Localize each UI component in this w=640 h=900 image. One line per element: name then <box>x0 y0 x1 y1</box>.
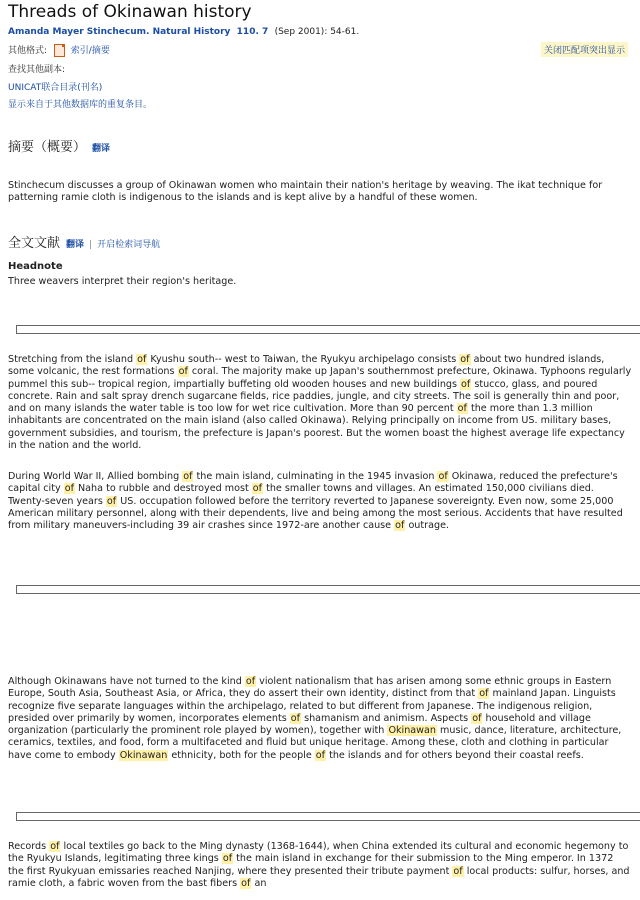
document-icon <box>54 44 65 57</box>
highlighted-term: of <box>438 471 448 482</box>
article-title: Threads of Okinawan history <box>8 2 252 22</box>
highlighted-term: Okinawan <box>388 725 436 737</box>
highlighted-term: of <box>453 865 463 877</box>
headnote-text: Three weavers interpret their region's heritage. <box>8 276 237 287</box>
volume-link[interactable]: 110. 7 <box>236 27 269 37</box>
abstract-index-link[interactable]: 索引/摘要 <box>70 46 110 56</box>
highlight-toggle-link[interactable]: 关闭匹配项突出显示 <box>541 42 628 57</box>
highlighted-term: of <box>461 378 471 390</box>
body-paragraph: Records of local textiles go back to the Ming dynasty (1368-1644), when China extended its cultural and economic hegemony to the Ryukyu Islands, legitimating three kings of the main island in exchange for their submission to the Ming emperor. In 1372 the first Ryukyuan emissaries reached Nanjing, where they presented their tribute payment of local products: sulfur, horses, and ramie cloth, a fabric woven from the bast fibers of an <box>8 841 630 889</box>
highlighted-term: of <box>479 688 489 700</box>
highlighted-term: of <box>241 877 251 889</box>
body-paragraph: Stretching from the island of Kyushu south-- west to Taiwan, the Ryukyu archipelago consists of about two hundred islands, some volcanic, the rest formations of coral. The majority make up Japan's southernmost prefecture, Okinawa. Typhoons regularly pummel this sub-- tropical region, impartially buffeting old wooden houses and new buildings of stucco, glass, and poured concrete. Rain and salt spray drench sugarcane fields, rice paddies, jungle, and city streets. The soil is generally thin and poor, and on many islands the water table is too low for wet rice cultivation. More than 90 percent of the more than 1.3 million inhabitants are concentrated on the main island (also called Okinawa). Relying principally on income from US. military bases, government subsidies, and tourism, the prefecture is Japan's poorest. But the women boast the highest average life expectancy in the nation and the world. <box>8 354 632 452</box>
section-divider <box>16 325 640 334</box>
duplicates-link[interactable]: 显示来自于其他数据库的重复条目。 <box>8 100 153 110</box>
body-paragraph: During World War II, Allied bombing of the main island, culminating in the 1945 invasion of Okinawa, reduced the prefecture's capital city of Naha to rubble and destroyed most of the smaller towns and villages. An estimated 150,000 civilians died. Twenty-seven years of US. occupation followed before the territory reverted to Japanese sovereignty. Even now, some 25,000 American military personnel, along with their dependents, live and being among the most serious. Accidents that have resulted from military maneuvers-including 39 air crashes since 1972-are another cause of outrage. <box>8 471 623 532</box>
highlighted-term: of <box>290 712 301 724</box>
other-formats-label: 其他格式: <box>8 46 48 56</box>
highlighted-term: of <box>178 366 188 378</box>
highlighted-term: of <box>137 354 147 365</box>
highlighted-term: of <box>457 403 467 415</box>
author-link[interactable]: Amanda Mayer Stinchecum. <box>8 27 150 37</box>
fulltext-heading-text: 全文文献 <box>8 236 61 251</box>
highlighted-term: of <box>395 520 405 532</box>
section-divider <box>16 812 640 821</box>
abstract-translate-link[interactable]: 翻译 <box>92 144 111 154</box>
fulltext-heading <box>8 232 160 251</box>
highlighted-term: of <box>252 483 263 495</box>
abstract-heading <box>8 136 110 155</box>
fulltext-translate-link[interactable]: 翻译 <box>66 240 85 250</box>
highlighted-term: of <box>222 853 233 865</box>
other-formats-row <box>8 43 110 57</box>
highlighted-term: of <box>50 841 60 852</box>
body-paragraph: Although Okinawans have not turned to the kind of violent nationalism that has arisen among some ethnic groups in Eastern Europe, South Asia, Southeast Asia, or Africa, they do assert their own identity, distinct from that of mainland Japan. Linguists recognize five separate languages within the archipelago, related to but different from Japanese. The indigenous religion, presided over primarily by women, incorporates elements of shamanism and animism. Aspects of household and village organization (particularly the prominent role played by women), together with Okinawan music, dance, literature, architecture, ceramics, textiles, and food, form a multifaceted and fluid but unique heritage. Among these, cloth and clothing in particular have come to embody Okinawan ethnicity, both for the people of the islands and for others beyond their coastal reefs. <box>8 676 622 761</box>
highlighted-term: of <box>245 676 256 687</box>
citation-line <box>8 27 359 37</box>
abstract-text: Stinchecum discusses a group of Okinawan women who maintain their nation's heritage by weaving. The ikat technique for patterning ramie cloth is indigenous to the islands and is kept alive by a handful of these women. <box>8 180 603 204</box>
headnote-heading: Headnote <box>8 261 63 272</box>
find-copy-label: 查找其他副本: <box>8 65 66 75</box>
highlighted-term: of <box>183 471 193 482</box>
journal-link[interactable]: Natural History <box>152 27 231 37</box>
highlighted-term: of <box>460 354 470 365</box>
highlighted-term: Okinawan <box>119 749 168 761</box>
section-divider <box>16 585 640 594</box>
nav-separator: | <box>89 240 93 250</box>
highlighted-term: of <box>64 483 74 495</box>
highlighted-term: of <box>472 712 482 724</box>
highlighted-term: of <box>106 495 117 507</box>
abstract-heading-text: 摘要（概要） <box>8 140 87 155</box>
unicat-link[interactable]: UNICAT联合目录(刊名) <box>8 83 103 93</box>
term-navigation-link[interactable]: 开启检索词导航 <box>97 240 161 250</box>
date-pages: (Sep 2001): 54-61. <box>274 27 360 37</box>
highlighted-term: of <box>315 749 326 761</box>
